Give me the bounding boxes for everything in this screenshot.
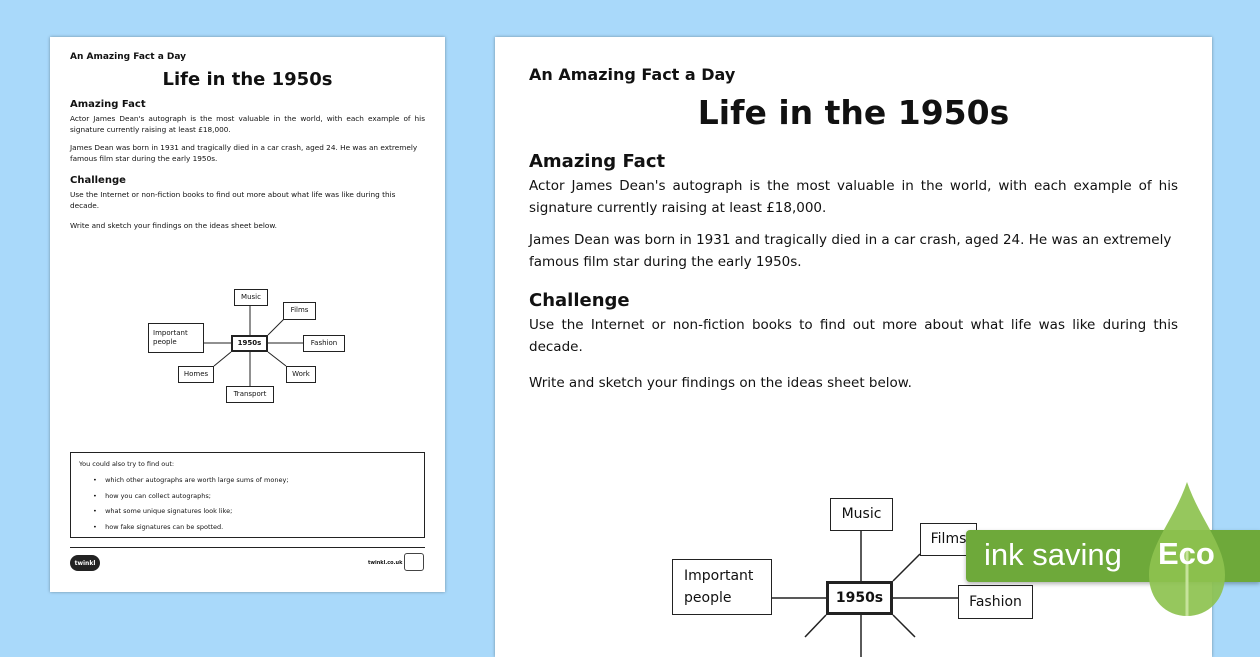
footer-url: twinkl.co.uk xyxy=(368,560,403,566)
node-center: 1950s xyxy=(826,581,893,615)
challenge-paragraph-1: Use the Internet or non-fiction books to find out more about what life was like during this decade. xyxy=(529,317,1178,355)
worksheet-thumbnail[interactable] xyxy=(50,37,445,592)
extra-box xyxy=(70,452,425,538)
node-important-people: Important people xyxy=(148,323,204,353)
page-title: Life in the 1950s xyxy=(162,69,333,90)
node-music: Music xyxy=(830,498,893,531)
node-fashion: Fashion xyxy=(958,585,1033,619)
challenge-paragraph-2: Write and sketch your findings on the ideas sheet below. xyxy=(529,375,912,391)
node-transport: Transport xyxy=(226,386,274,403)
challenge-heading: Challenge xyxy=(529,290,630,311)
extra-item: • which other autographs are worth large sums of money; xyxy=(93,476,289,484)
extra-item: • what some unique signatures look like; xyxy=(93,507,233,515)
node-music: Music xyxy=(234,289,268,306)
node-fashion: Fashion xyxy=(303,335,345,352)
eco-label: Eco xyxy=(1158,536,1215,571)
footer-divider xyxy=(70,547,425,548)
twinkl-logo: twinkl xyxy=(70,555,100,571)
page-title: Life in the 1950s xyxy=(697,93,1010,132)
node-work: Work xyxy=(286,366,316,383)
series-title: An Amazing Fact a Day xyxy=(529,65,736,84)
node-center: 1950s xyxy=(231,335,268,352)
ink-saving-label: ink saving xyxy=(984,537,1122,572)
challenge-heading: Challenge xyxy=(70,175,126,186)
node-films: Films xyxy=(283,302,316,320)
extra-item: • how you can collect autographs; xyxy=(93,491,211,500)
node-homes: Homes xyxy=(178,366,214,383)
fact-paragraph-1: Actor James Dean's autograph is the most valuable in the world, with each example of his signature currently raising at least £18,000. xyxy=(70,114,425,134)
fact-paragraph-2: James Dean was born in 1931 and tragically died in a car crash, aged 24. He was an extremely famous film star during the early 1950s. xyxy=(529,232,1172,270)
series-title: An Amazing Fact a Day xyxy=(70,52,187,62)
fact-paragraph-2: James Dean was born in 1931 and tragically died in a car crash, aged 24. He was an extremely famous film star during the early 1950s. xyxy=(70,143,418,163)
node-films: Films xyxy=(920,523,977,556)
extra-heading: You could also try to find out: xyxy=(79,460,175,468)
extra-item: • how fake signatures can be spotted. xyxy=(93,522,224,531)
fact-heading: Amazing Fact xyxy=(529,151,666,172)
challenge-paragraph-1: Use the Internet or non-fiction books to find out more about what life was like during this decade. xyxy=(70,190,396,210)
node-important-people: Important people xyxy=(672,559,772,615)
fact-paragraph-1: Actor James Dean's autograph is the most valuable in the world, with each example of his signature currently raising at least £18,000. xyxy=(529,178,1178,216)
quality-badge-icon xyxy=(404,553,424,571)
fact-heading: Amazing Fact xyxy=(70,99,146,110)
challenge-paragraph-2: Write and sketch your findings on the ideas sheet below. xyxy=(70,221,277,230)
